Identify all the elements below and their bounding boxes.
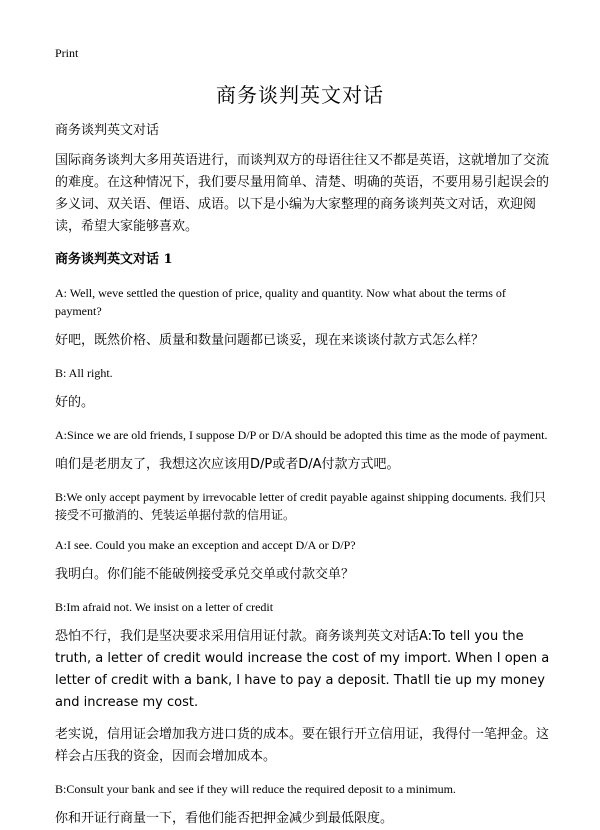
dialogue-line: A: Well, weve settled the question of price, quality and quantity. Now what about the terms of payment?: [55, 286, 506, 318]
dialogue-line: 恐怕不行，我们是坚决要求采用信用证付款。商务谈判英文对话A:To tell you the truth, a letter of credit would increase the cost of my import. When I open a letter of credit with a bank, I have to pay a deposit. Thatll tie up my money and increase my cost.: [55, 629, 550, 710]
dialogue-line: 老实说，信用证会增加我方进口货的成本。要在银行开立信用证，我得付一笔押金。这样会占压我的资金，因而会增加成本。: [55, 727, 550, 764]
dialogue-line: 好的。: [55, 395, 95, 410]
intro-paragraph: 国际商务谈判大多用英语进行，而谈判双方的母语往往又不都是英语，这就增加了交流的难度。在这种情况下，我们要尽量用简单、清楚、明确的英语，不要用易引起误会的多义词、双关语、俚语、成语。以下是小编为大家整理的商务谈判英文对话，欢迎阅读，希望大家能够喜欢。: [55, 153, 550, 234]
print-link[interactable]: Print: [55, 46, 79, 60]
dialogue-line: 你和开证行商量一下，看他们能否把押金减少到最低限度。: [55, 811, 394, 826]
page-title: 商务谈判英文对话: [216, 83, 384, 107]
dialogue-line: B: All right.: [55, 366, 113, 380]
dialogue-line: A:I see. Could you make an exception and accept D/A or D/P?: [55, 538, 356, 552]
dialogue-line: B:Consult your bank and see if they will reduce the required deposit to a minimum.: [55, 782, 456, 796]
dialogue-line: 好吧，既然价格、质量和数量问题都已谈妥，现在来谈谈付款方式怎么样？: [55, 333, 485, 348]
dialogue-line: B:We only accept payment by irrevocable letter of credit payable against shipping documents. 我们只接受不可撤消的、凭装运单据付款的信用证。: [55, 490, 546, 522]
dialogue-line: 咱们是老朋友了，我想这次应该用D/P或者D/A付款方式吧。: [55, 457, 400, 472]
dialogue-line: 我明白。你们能不能破例接受承兑交单或付款交单？: [55, 567, 355, 582]
article-body: [55, 120, 550, 830]
section-heading: 商务谈判英文对话 1: [55, 252, 173, 267]
dialogue-line: B:Im afraid not. We insist on a letter of credit: [55, 600, 274, 614]
dialogue-line: A:Since we are old friends, I suppose D/P or D/A should be adopted this time as the mode of payment.: [55, 428, 548, 442]
article-subtitle: 商务谈判英文对话: [55, 123, 160, 138]
